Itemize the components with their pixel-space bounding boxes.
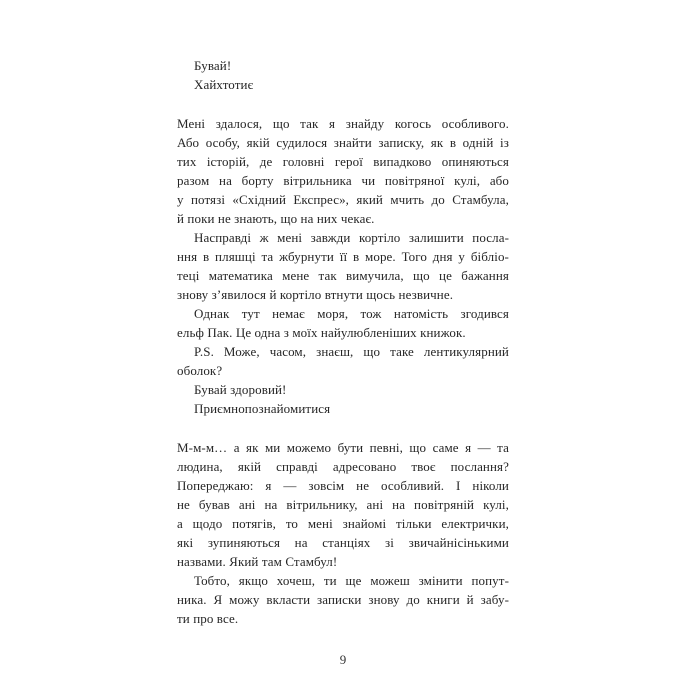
text-line: назвами. Який там Стамбул! [177, 554, 338, 569]
text-line: ння в пляшці та жбурнути її в море. Того дня у бібліо- [177, 249, 509, 264]
text-line: Тобто, якщо хочеш, ти ще можеш змінити попут- [194, 573, 509, 588]
text-line: Хайхтотиє [194, 77, 254, 92]
paragraph [177, 380, 509, 399]
text-line: й поки не знають, що на них чекає. [177, 211, 375, 226]
page-number: 9 [339, 652, 347, 667]
text-line: у потязі «Східний Експрес», який мчить до Стамбула, [177, 192, 509, 207]
letter-response [177, 438, 509, 628]
text-line: ника. Я можу вкласти записки знову до книги й забу- [177, 592, 509, 607]
text-line: які зупиняються на станціях зі звичайнісінькими [177, 535, 509, 550]
text-line: людина, якій справді адресовано твоє послання? [177, 459, 509, 474]
paragraph [177, 56, 509, 75]
paragraph [177, 571, 509, 628]
text-line: знову з’явилося й кортіло втнути щось незвичне. [177, 287, 454, 302]
letter-reply [177, 114, 509, 418]
text-line: ельф Пак. Це одна з моїх найулюбленіших книжок. [177, 325, 466, 340]
text-line: Мені здалося, що так я знайду когось особливого. [177, 116, 509, 131]
letter-signoff [177, 56, 509, 94]
paragraph [177, 228, 509, 304]
text-line: оболок? [177, 363, 223, 378]
paragraph [177, 342, 509, 380]
paragraph [177, 304, 509, 342]
text-line: Бувай! [194, 58, 232, 73]
text-column [177, 56, 509, 628]
text-line: Попереджаю: я — зовсім не особливий. І ніколи [177, 478, 509, 493]
paragraph [177, 114, 509, 228]
text-line: М-м-м… а як ми можемо бути певні, що саме я — та [177, 440, 509, 455]
paragraph [177, 399, 509, 418]
text-line: Або особу, якій судилося знайти записку, як в одній із [177, 135, 509, 150]
text-line: P.S. Може, часом, знаєш, що таке лентикулярний [194, 344, 509, 359]
text-line: Насправді ж мені завжди кортіло залишити посла- [194, 230, 509, 245]
paragraph [177, 438, 509, 571]
text-line: разом на борту вітрильника чи повітряної кулі, або [177, 173, 509, 188]
text-line: а щодо потягів, то мені знайомі тільки електрички, [177, 516, 509, 531]
paragraph [177, 75, 509, 94]
text-line: Однак тут немає моря, тож натомість згодився [194, 306, 509, 321]
text-line: ти про все. [177, 611, 239, 626]
text-line: Бувай здоровий! [194, 382, 287, 397]
text-line: тих історій, де головні герої випадково опиняються [177, 154, 509, 169]
text-line: Приємнопознайомитися [194, 401, 331, 416]
text-line: теці математика мене так вимучила, що це бажання [177, 268, 509, 283]
text-line: не бував ані на вітрильнику, ані на повітряній кулі, [177, 497, 509, 512]
